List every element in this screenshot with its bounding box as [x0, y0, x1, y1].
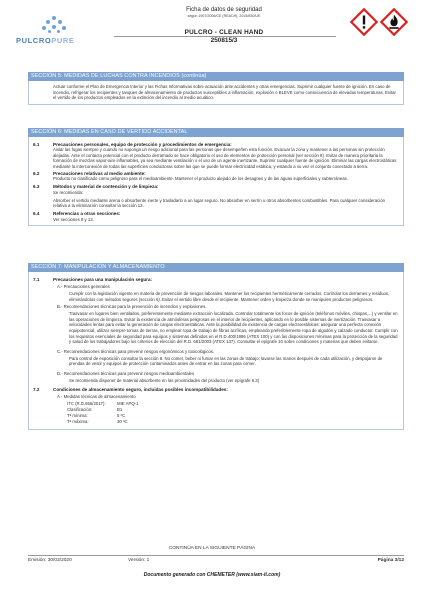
- logo-text: PULCROPURE: [16, 36, 75, 45]
- continued-notice: CONTINÚA EN LA SIGUIENTE PÁGINA: [168, 546, 256, 551]
- subsection-6-4-text: Ver secciones 8 y 13.: [53, 216, 94, 222]
- logo-dots-icon: [42, 16, 68, 34]
- generated-by-note: Documento generado con CHEMETER (www.siam-it.com): [143, 572, 281, 578]
- regulation-reference: según 1907/2006/CE (REACH), 2015/830/UE: [187, 14, 261, 18]
- subsection-7-1-a-text: Cumplir con la legislación vigente en materia de prevención de riesgos laborales. Mantener los recipientes herméticamente cerrados. Controlar los derrames y residuos, eliminándolos con métodos seguros (sección 6). Evitar el vertido libre desde el recipiente. Mantener orden y limpieza donde se manipulen productos peligrosos.: [69, 291, 390, 302]
- section-6-title: SECCIÓN 6: MEDIDAS EN CASO DE VERTIDO ACCIDENTAL: [28, 128, 404, 137]
- subsection-7-1-d-text: Se recomienda disponer de material absorbente en las proximidades del producto (ver epígrafe 6.3): [69, 377, 260, 383]
- subsection-7-1-b-title: B.- Recomendaciones técnicas para la prevención de incendios y explosiones.: [57, 304, 207, 310]
- subsection-7-1-c-text: Para control de exposición consultar la sección 8. No comer, beber ni fumar en las zonas de trabajo; lavarse las manos después de cada utilización, y despojarse de prendas de vestir y equipos de protección contaminados antes de entrar en las zonas para comer.: [69, 355, 383, 367]
- subsection-7-1-a-title: A.- Precauciones generales: [57, 284, 110, 289]
- section-5-text: Actuar conforme el Plan de Emergencia Interior y las Fichas Informativas sobre actuación ante accidentes y otras emergencias. Suprimir cualquier fuente de ignición. En caso de incendio, refrigerar los recipientes y tanques de almacenamiento de productos susceptibles a inflamación, explosión o BLEVE como consecuencia de elevadas temperaturas. Evitar el vertido de los productos empleados en la extinción del incendio al medio acuático.: [53, 84, 396, 101]
- subsection-7-2-a-title: A.- Medidas técnicas de almacenamiento: [57, 393, 136, 399]
- section-5-title: SECCIÓN 5: MEDIDAS DE LUCHAS CONTRA INCENDIOS (continúa): [28, 72, 404, 81]
- subsection-6-2-text: Producto no clasificado como peligroso para el medioambiente. Mantener el producto alejado de los desagües y de las aguas superficiales y subterráneas.: [53, 176, 348, 182]
- subsection-7-2-title: 7.2 Condiciones de almacenamiento seguro, incluidas posibles incompatibilidades:: [33, 386, 228, 392]
- section-7-title: SECCIÓN 7: MANIPULACIÓN Y ALMACENAMIENTO: [28, 263, 404, 272]
- subsection-6-3-title: 6.3 Métodos y material de contención y de limpieza:: [33, 183, 159, 189]
- storage-conditions-table: [33, 401, 399, 425]
- emission-date: Emisión: 30/03/2020: [28, 558, 72, 563]
- subsection-6-1-text: Aislar las fugas siempre y cuando no suponga un riesgo adicional para las personas que desempeñen esta función. Evacuar la zona y mantener a las personas sin protección alejadas. Ante el contacto potencial con el producto derramado se hace obligatorio el uso de elementos de protección personal (ver sección 8). Evitar de manera prioritaria la formación de mezclas vapor-aire inflamables, ya sea mediante ventilación o el uso de un agente inertizante. Suprimir cualquier fuente de ignición. Eliminar las cargas electrostáticas mediante la interconexión de todas las superficies conductoras sobre las que se puede formar electricidad estática, y estando a su vez el conjunto conectado a tierra.: [53, 147, 397, 169]
- storage-row: ITC (R.D.656/2017): MIE APQ-1: [67, 400, 139, 406]
- exclamation-mark-pictogram-icon: [350, 8, 378, 36]
- section-6: [28, 128, 404, 226]
- subsection-6-3-text: Absorber el vertido mediante arena o absorbente inerte y trasladarlo a un lugar seguro. No absorber en serrín u otros absorbentes combustibles. Para cualquier consideración relativa a la eliminación consultar la sección 13.: [53, 197, 386, 209]
- header-divider: [114, 36, 336, 37]
- subsection-7-1-b-text: Trasvasar en lugares bien ventilados, preferentemente mediante extracción localizada. Controlar totalmente los focos de ignición (teléfonos móviles, chispas,...) y ventilar en las operaciones de limpieza. Evitar la existencia de atmósferas peligrosas en el interior de recipientes, aplicando en lo posible sistemas de inertización. Trasvasar a velocidades lentas para evitar la generación de cargas electroestáticas. Ante la posibilidad de existencia de cargas electroestáticas: asegurar una perfecta conexión equipotencial, utilizar siempre tomas de tierras, no emplear ropa de trabajo de fibras acrílicas, empleando preferiblemente ropa de algodón y calzado conductor. Cumplir con los requisitos esenciales de seguridad para equipos y sistemas definidos en el R.D.400/1996 (ATEX 100) y con las disposiciones mínimas para la protección de la seguridad y salud de los trabajadores bajo los criterios de elección del R.D. 681/2003 (ATEX 137). Consultar el epígrafe 10 sobre condiciones y materias que deben evitarse.: [69, 311, 398, 345]
- section-5: [28, 72, 404, 105]
- storage-row: Tª máxima: 30 ºC: [67, 418, 128, 424]
- pulcro-pure-logo: [16, 16, 96, 56]
- subsection-7-1-title: 7.1 Precauciones para una manipulación segura:: [33, 277, 153, 282]
- storage-row: Clasificación: B1: [67, 406, 123, 412]
- storage-row: Tª mínima: 5 ºC: [67, 412, 126, 418]
- subsection-7-1-c-title: C.- Recomendaciones técnicas para prevenir riesgos ergonómicos y toxicológicos.: [57, 348, 215, 354]
- subsection-6-4-title: 6.4 Referencias a otras secciones:: [33, 210, 121, 216]
- product-name: PULCRO - CLEAN HAND: [184, 29, 264, 36]
- version: Versión: 1: [128, 558, 150, 563]
- document-header: [14, 6, 410, 62]
- flame-pictogram-icon: [380, 8, 408, 36]
- subsection-6-2-title: 6.2 Precauciones relativas al medio ambiente:: [33, 171, 146, 177]
- document-type: Ficha de datos de seguridad: [186, 7, 262, 13]
- footer-divider: [28, 555, 404, 556]
- hazard-pictograms: [350, 8, 410, 38]
- page-number: Página 3/12: [377, 558, 404, 563]
- subsection-7-1-d-title: D.- Recomendaciones técnicas para prevenir riesgos medioambientales: [57, 370, 195, 376]
- product-code: 250815/3: [210, 37, 238, 44]
- section-7: [28, 263, 404, 430]
- subsection-6-3-lead: Se recomienda:: [53, 189, 84, 195]
- subsection-6-1-title: 6.1 Precauciones personales, equipo de protección y procedimientos de emergencia:: [33, 142, 232, 147]
